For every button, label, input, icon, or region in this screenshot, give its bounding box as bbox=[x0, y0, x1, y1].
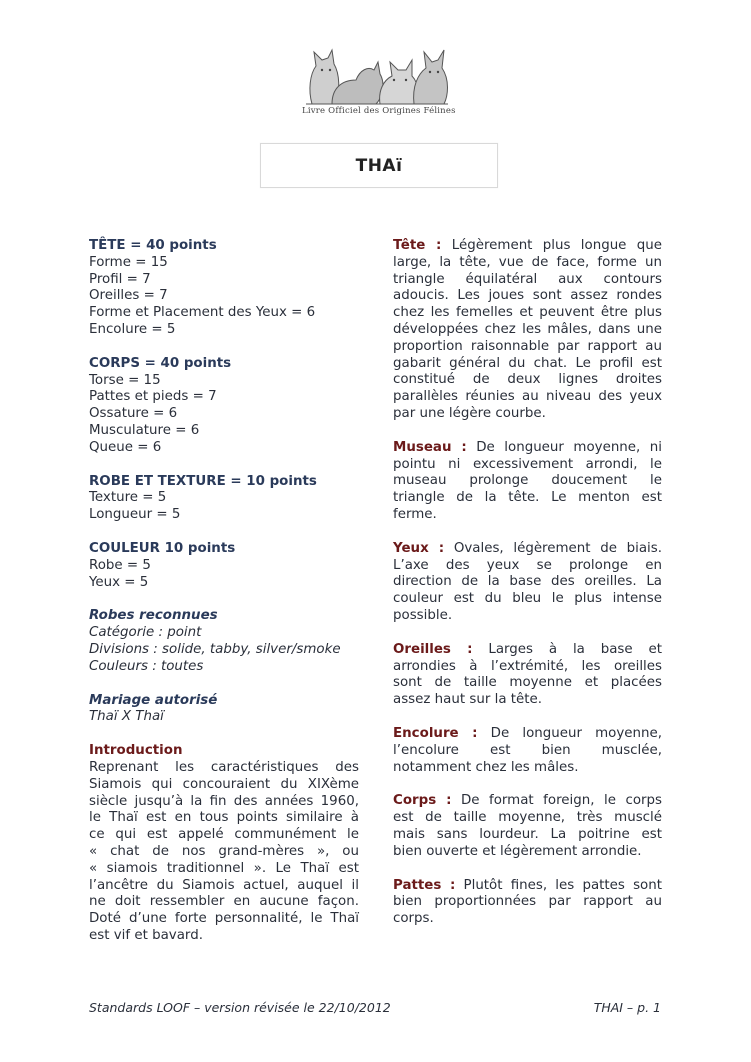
text-line: Reprenant les caractéristiques des bbox=[89, 759, 359, 775]
section-heading-corps: CORPS = 40 points bbox=[89, 355, 232, 371]
text-line: corps. bbox=[393, 911, 434, 927]
text-line: Tête : Légèrement plus longue que bbox=[393, 238, 662, 253]
text-line: museau prolonge doucement le bbox=[393, 473, 662, 489]
text-line: adoucis. Les joues sont assez rondes bbox=[393, 288, 662, 304]
title-box bbox=[260, 143, 498, 188]
paragraph-tete bbox=[393, 238, 662, 423]
section-heading-robe: ROBE ET TEXTURE = 10 points bbox=[89, 473, 317, 489]
text-line: constitué de deux lignes droites bbox=[393, 372, 662, 388]
text-line: « siamois traditionnel ». Le Thaï est bbox=[89, 860, 359, 876]
text-line: mais sans lourdeur. La poitrine est bbox=[393, 826, 662, 842]
text-line: proportion raisonnable par rapport au bbox=[393, 338, 662, 354]
list-item: Divisions : solide, tabby, silver/smoke bbox=[89, 641, 341, 657]
section-heading-mariage: Mariage autorisé bbox=[89, 692, 218, 708]
text-line: « chat de nos grand-mères », ou bbox=[89, 843, 359, 859]
text-line: ferme. bbox=[393, 506, 437, 522]
text-line: triangle de la tête. Le menton est bbox=[393, 490, 662, 506]
label-yeux: Yeux : bbox=[393, 540, 445, 556]
paragraph-yeux bbox=[393, 541, 662, 625]
text-line: large, la tête, vue de face, forme un bbox=[393, 254, 662, 270]
list-item: Yeux = 5 bbox=[89, 574, 149, 590]
label-encolure: Encolure : bbox=[393, 725, 478, 741]
text-line: l’encolure est bien musclée, bbox=[393, 742, 662, 758]
text-line: triangle équilatéral aux contours bbox=[393, 271, 662, 287]
text-line: Museau : De longueur moyenne, ni bbox=[393, 439, 662, 455]
label-pattes: Pattes : bbox=[393, 877, 456, 893]
text-line: bien proportionnées par rapport au bbox=[393, 894, 662, 910]
section-heading-robes-reconnues: Robes reconnues bbox=[89, 608, 218, 624]
list-item: Forme = 15 bbox=[89, 254, 168, 270]
text-line: l’ancêtre du Siamois actuel, auquel il bbox=[89, 877, 359, 893]
text-line: siècle jusqu’à la fin des années 1960, bbox=[89, 793, 359, 809]
text-line: assez haut sur la tête. bbox=[393, 692, 543, 708]
list-item: Profil = 7 bbox=[89, 271, 151, 287]
section-heading-tete: TÊTE = 40 points bbox=[89, 238, 217, 253]
right-column bbox=[393, 238, 662, 928]
text-line: Siamois qui concouraient du XIXème bbox=[89, 776, 359, 792]
list-item: Pattes et pieds = 7 bbox=[89, 389, 217, 405]
text-line: Corps : De format foreign, le corps bbox=[393, 793, 663, 809]
section-heading-introduction: Introduction bbox=[89, 743, 183, 759]
text-line: Pattes : Plutôt fines, les pattes sont bbox=[393, 877, 662, 893]
text-line: possible. bbox=[393, 607, 453, 623]
paragraph-encolure bbox=[393, 726, 662, 776]
list-item: Couleurs : toutes bbox=[89, 658, 204, 674]
paragraph-museau bbox=[393, 440, 662, 524]
text-line: bien ouverte et légèrement arrondie. bbox=[393, 843, 642, 859]
list-item: Ossature = 6 bbox=[89, 406, 178, 422]
text-line: Yeux : Ovales, légèrement de biais. bbox=[393, 540, 662, 556]
label-corps: Corps : bbox=[393, 793, 452, 809]
text-line: pointu ni excessivement arrondi, le bbox=[393, 456, 662, 472]
list-item: Queue = 6 bbox=[89, 439, 162, 455]
footer-version: Standards LOOF – version révisée le 22/10/2012 bbox=[89, 1000, 391, 1015]
list-item: Torse = 15 bbox=[89, 372, 161, 388]
text-line: direction de la base des oreilles. La bbox=[393, 574, 662, 590]
text-line: le Thaï est en tous points similaire à bbox=[89, 810, 359, 826]
loof-logo bbox=[302, 40, 456, 122]
paragraph-oreilles bbox=[393, 642, 662, 709]
text-line: arrondies à l’extrémité, les oreilles bbox=[393, 658, 662, 674]
paragraph-pattes bbox=[393, 878, 662, 928]
list-item: Musculature = 6 bbox=[89, 422, 200, 438]
introduction-paragraph bbox=[89, 760, 359, 945]
label-museau: Museau : bbox=[393, 439, 467, 455]
text-line: ce qui est appelé communément le bbox=[89, 827, 359, 843]
list-item: Catégorie : point bbox=[89, 625, 202, 641]
text-line: sont de taille moyenne et placées bbox=[393, 675, 662, 691]
page-title: THAï bbox=[355, 155, 403, 176]
text-line: Encolure : De longueur moyenne, bbox=[393, 725, 662, 741]
paragraph-corps bbox=[393, 793, 662, 860]
list-item: Thaï X Thaï bbox=[89, 709, 164, 725]
left-column bbox=[89, 238, 359, 945]
list-item: Forme et Placement des Yeux = 6 bbox=[89, 305, 316, 321]
text-line: développées chez les mâles, dans une bbox=[393, 321, 662, 337]
cats-logo-icon bbox=[302, 40, 452, 108]
list-item: Oreilles = 7 bbox=[89, 288, 168, 304]
logo-caption: Livre Officiel des Origines Félines bbox=[302, 106, 456, 116]
list-item: Encolure = 5 bbox=[89, 321, 176, 337]
section-heading-couleur: COULEUR 10 points bbox=[89, 540, 236, 556]
list-item: Robe = 5 bbox=[89, 557, 151, 573]
label-oreilles: Oreilles : bbox=[393, 641, 473, 657]
list-item: Texture = 5 bbox=[89, 490, 167, 506]
text-line: Oreilles : Larges à la base et bbox=[393, 641, 662, 657]
text-line: L’axe des yeux se prolonge en bbox=[393, 557, 662, 573]
text-line: parallèles réunies au niveau des yeux bbox=[393, 389, 662, 405]
footer-page-number: THAI – p. 1 bbox=[593, 1000, 661, 1015]
text-line: ne doit ressembler en aucune façon. bbox=[89, 894, 359, 910]
text-line: chez les femelles et peuvent être plus bbox=[393, 305, 662, 321]
text-line: notamment chez les mâles. bbox=[393, 759, 579, 775]
label-tete: Tête : bbox=[393, 238, 442, 253]
text-line: par une légère courbe. bbox=[393, 405, 546, 421]
list-item: Longueur = 5 bbox=[89, 507, 181, 523]
text-line: gabarit général du chat. Le profil est bbox=[393, 355, 662, 371]
page-footer bbox=[89, 1000, 661, 1015]
text-line: est de taille moyenne, très musclé bbox=[393, 810, 662, 826]
text-line: est vif et bavard. bbox=[89, 927, 203, 943]
text-line: Doté d’une forte personnalité, le Thaï bbox=[89, 911, 359, 927]
text-line: couleur est du bleu le plus intense bbox=[393, 591, 662, 607]
